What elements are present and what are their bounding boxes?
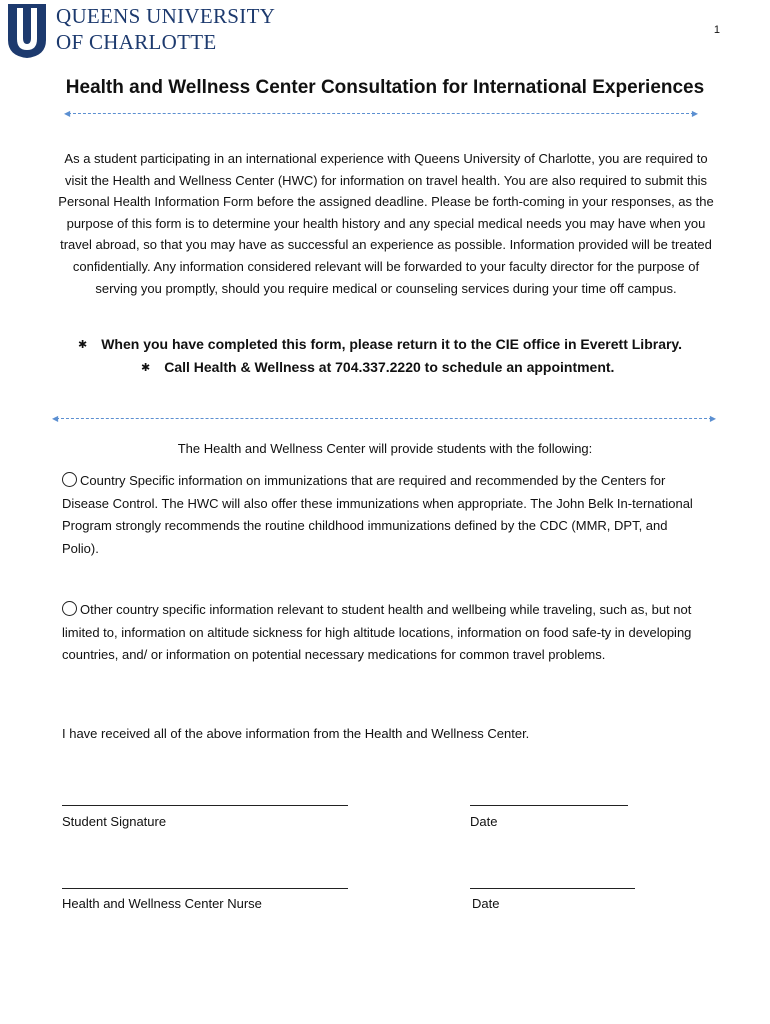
bullet-item <box>78 336 682 352</box>
university-logo <box>6 4 276 58</box>
logo-text-line2: OF CHARLOTTE <box>56 30 217 54</box>
arrow-right-icon: ▶ <box>709 414 716 423</box>
option-text: Other country specific information relevant to student health and wellbeing while traveling, such as, but not limited to, information on altitude sickness for high altitude locations, information on food safe-ty in developing countries, and/ or information on potential necessary medications for common travel problems. <box>62 602 692 662</box>
student-date-label: Date <box>470 814 498 829</box>
student-signature-line[interactable] <box>62 805 348 806</box>
student-date-line[interactable] <box>470 805 628 806</box>
bullet-text: When you have completed this form, please return it to the CIE office in Everett Library. <box>101 336 683 352</box>
nurse-signature-label: Health and Wellness Center Nurse <box>62 896 262 911</box>
arrow-right-icon: ▶ <box>691 109 698 118</box>
arrow-left-icon: ◀ <box>52 414 59 423</box>
page-title: Health and Wellness Center Consultation for International Experiences <box>65 77 705 98</box>
provide-heading: The Health and Wellness Center will provide students with the following: <box>177 441 593 456</box>
bullet-item <box>141 359 614 375</box>
bullet-text: Call Health & Wellness at 704.337.2220 to schedule an appointment. <box>164 359 615 375</box>
arrow-left-icon: ◀ <box>64 109 71 118</box>
option-immunizations <box>62 470 702 560</box>
acknowledgement-text: I have received all of the above information from the Health and Wellness Center. <box>62 726 530 741</box>
student-signature-label: Student Signature <box>62 814 167 829</box>
shield-logo-icon <box>6 4 48 58</box>
nurse-date-line[interactable] <box>470 888 635 889</box>
asterisk-bullet-icon: ✱ <box>141 362 151 374</box>
divider-middle <box>52 414 716 423</box>
nurse-signature-line[interactable] <box>62 888 348 889</box>
asterisk-bullet-icon: ✱ <box>78 339 88 351</box>
option-other-info <box>62 599 702 667</box>
option-circle-checkbox[interactable] <box>62 601 77 616</box>
nurse-date-label: Date <box>472 896 500 911</box>
option-circle-checkbox[interactable] <box>62 472 77 487</box>
option-text: Country Specific information on immunizations that are required and recommended by the Centers for Disease Control. The HWC will also offer these immunizations when appropriate. The John Belk In-ternational Program strongly recommends the routine childhood immunizations defined by the CDC (MMR, DPT, and Polio). <box>62 473 693 556</box>
intro-paragraph: As a student participating in an international experience with Queens University of Charlotte, you are required to visit the Health and Wellness Center (HWC) for information on travel health. You are also required to submit this Personal Health Information Form before the assigned deadline. Please be forth-coming in your responses, as the purpose of this form is to determine your health history and any special medical needs you may have when you travel abroad, so that you may have as successful an experience as possible. Information provided will be treated confidentially. Any information considered relevant will be forwarded to your faculty director for the purpose of serving you promptly, should you require medical or counseling services during your time off campus. <box>58 151 714 296</box>
page-number: 1 <box>713 24 720 36</box>
divider-top <box>64 109 698 118</box>
logo-text-line1: QUEENS UNIVERSITY <box>56 4 276 28</box>
